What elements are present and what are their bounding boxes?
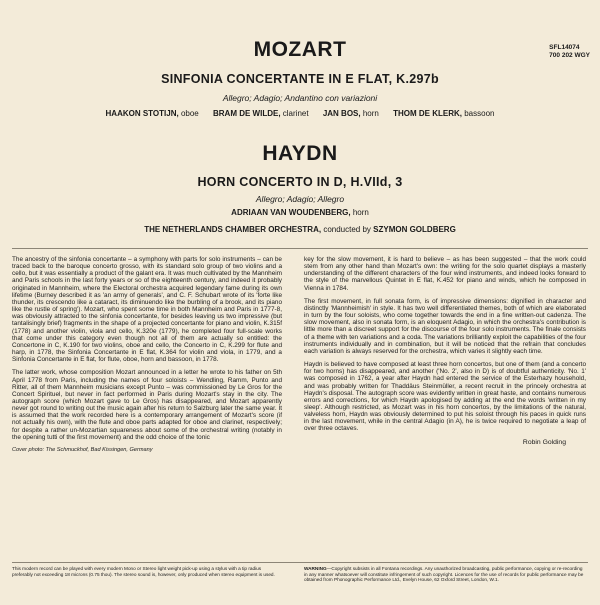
orchestra-credit bbox=[0, 225, 600, 234]
liner-paragraph: The ancestry of the sinfonia concertante – a symphony with parts for solo instruments – can be traced back to the baroque concerto grosso, with its standard solo group of two violins and a cello, but it was essentially a product of the galant era. It was much cultivated by the Mannheim and Paris schools in the last forty years or so of the eighteenth century, and indeed it probably originated in Mannheim, where the Electoral orchestra acquired legendary fame during its own lifetime (Burney described it as 'an army of generals', and C. F. Schubart wrote of its 'forte like thunder, its crescendo like a cataract, its diminuendo like the burbling of a brook, and its piano like the rustle of spring'). Mozart, who spent some time in both Mannheim and Paris in 1777-8, was obviously attracted to the sinfonia concertante, for besides leaving us two impressive (but tantalisingly brief) fragments in the shape of a projected concertante for piano and violin, K.315f (1778) and another violin, viola and cello, K.320e (1779), he completed four full-scale works that come under this category even though not all of them are actually so entitled: the Concertone in C, K.190 for two violins, oboe and cello, the Concerto in C, K.299 for flute and harp, in 1778, the Sinfonia Concertante in E flat, K.364 for violin and viola, in 1779, and a Sinfonia Concertante in E flat, for flute, oboe, horn and bassoon, in 1778. bbox=[12, 256, 282, 364]
mozart-work-title: SINFONIA CONCERTANTE IN E FLAT, K.297b bbox=[161, 72, 439, 86]
soloist-role: horn bbox=[352, 208, 369, 217]
liner-paragraph: The first movement, in full sonata form, is of impressive dimensions: dignified in character and distinctly 'Mannheimish' in style. It has two well differentiated themes, both of which are elaborated in turn by the four soloists, who come together towards the end in a fine written-out cadenza. The slow movement, also in sonata form, is an eloquent Adagio, in which the orchestra's contribution is little more than a discreet support for the discourse of the four solo instruments. The finale consists of a theme with ten variations and a coda. The variations brilliantly exploit the capabilities of the four instruments individually and in combination, but it will be noticed that the refrain that concludes each variation is always reserved for the orchestra, which varies it slightly each time. bbox=[304, 297, 586, 355]
footer-divider bbox=[12, 562, 588, 563]
performer-horn bbox=[323, 109, 379, 118]
haydn-work-title: HORN CONCERTO IN D, H.VIId, 3 bbox=[197, 175, 403, 189]
catalog-number-line-2: 700 202 WGY bbox=[549, 52, 590, 59]
performer-name: JAN BOS, bbox=[322, 109, 361, 118]
performer-name: BRAM DE WILDE, bbox=[212, 109, 281, 118]
conductor-name: SZYMON GOLDBERG bbox=[373, 225, 456, 234]
cover-photo-caption: Cover photo: The Schmuckhof, Bad Kissingen, Germany bbox=[12, 446, 153, 453]
stylus-notice: This modern record can be played with every modern Mono or Stereo light weight pick-up using a stylus with a tip radius preferably not exceeding 18 microns (0.75 thou). The stereo sound is, however, only produced when stereo equipment is used. bbox=[12, 566, 275, 577]
conducted-by-label: conducted by bbox=[323, 225, 371, 234]
mozart-movements: Allegro; Adagio; Andantino con variazioni bbox=[222, 93, 378, 103]
liner-notes-left-column bbox=[12, 256, 282, 454]
divider bbox=[12, 248, 588, 249]
performer-role: horn bbox=[362, 109, 379, 118]
liner-paragraph: The latter work, whose composition Mozart announced in a letter he wrote to his father on 5th April 1778 from Paris, including the names of four soloists – Wendling, Ramm, Punto and Ritter, all of them Mannheim musicians except Punto – was commissioned by Le Gros for the Concert Spirituel, but never in fact performed in Paris during Mozart's stay in the city. The autograph score (which Mozart gave to Le Gros) has disappeared, and Mozart apparently never got round to writing out the music again after his return to Salzburg later the same year. It is assumed that the work recorded here is a contemporary arrangement of Mozart's score (if not actually his own), with the flute and oboe parts adapted for oboe and clarinet, respectively; for despite a rather un-Mozartian squareness about some of the orchestral writing (notably in the opening tutti of the first movement) and the odd choice of the tonic bbox=[12, 369, 282, 441]
liner-paragraph: key for the slow movement, it is hard to believe – as has been suggested – that the work could stem from any other hand than Mozart's own: the writing for the solo quartet displays a masterly understanding of the different characters of the four wind instruments, and indeed looks forward to the style of the marvellous Quintet in E flat, K.452 for piano and winds, which he composed in Vienna in 1784. bbox=[304, 256, 586, 292]
warning-label: WARNING bbox=[304, 566, 327, 571]
haydn-movements: Allegro; Adagio; Allegro bbox=[255, 194, 345, 204]
liner-notes-right-column bbox=[304, 256, 586, 446]
performer-clarinet bbox=[213, 109, 309, 118]
orchestra-name: THE NETHERLANDS CHAMBER ORCHESTRA, bbox=[144, 225, 322, 234]
mozart-performers bbox=[0, 109, 600, 118]
soloist-name: ADRIAAN VAN WOUDENBERG, bbox=[231, 208, 351, 217]
performer-role: clarinet bbox=[282, 109, 309, 118]
warning-text: —Copyright subsists in all Fontana recordings. Any unauthorized broadcasting, public performance, copying or re-recording in any manner whatsoever will constitute infringement of such copyright. Licences for the use of records for public performance may be obtained from Phonographic Performance Ltd., Evelyn House, 62 Oxford Street, London, W.1. bbox=[304, 566, 584, 583]
haydn-soloist bbox=[0, 208, 600, 217]
performer-role: bassoon bbox=[464, 109, 495, 118]
performer-role: oboe bbox=[180, 109, 199, 118]
catalog-number-line-1: SFL14074 bbox=[549, 44, 580, 51]
liner-paragraph: Haydn is believed to have composed at least three horn concertos, but one of them (and a concerto for two horns) has disappeared, and another ('No. 2', also in D) is of doubtful authenticity. 'No. 1' was composed in 1762, a year after Haydn had entered the service of the Esterhazy household, and was probably written for Thaddäus Steinmüller, a recent recruit in the princely orchestra at Haydn's disposal. The autograph score was evidently written in great haste, and contains numerous errors and corrections, for which Haydn apologised by adding at the end the words 'written in my sleep'. Although restricted, as Mozart was in his horn concertos, by the limitations of the natural, valveless horn, Haydn was obviously determined to put his soloist through his paces in quick runs in the last movement, while in the central Adagio (in A), he is twice required to negotiate a leap of over three octaves. bbox=[304, 361, 586, 433]
haydn-heading: HAYDN bbox=[262, 142, 338, 165]
performer-name: THOM DE KLERK, bbox=[393, 109, 462, 118]
author-signature: Robin Golding bbox=[522, 438, 566, 446]
copyright-warning bbox=[304, 566, 586, 583]
mozart-heading: MOZART bbox=[253, 38, 347, 61]
performer-oboe bbox=[106, 109, 199, 118]
performer-name: HAAKON STOTIJN, bbox=[105, 109, 179, 118]
performer-bassoon bbox=[393, 109, 494, 118]
